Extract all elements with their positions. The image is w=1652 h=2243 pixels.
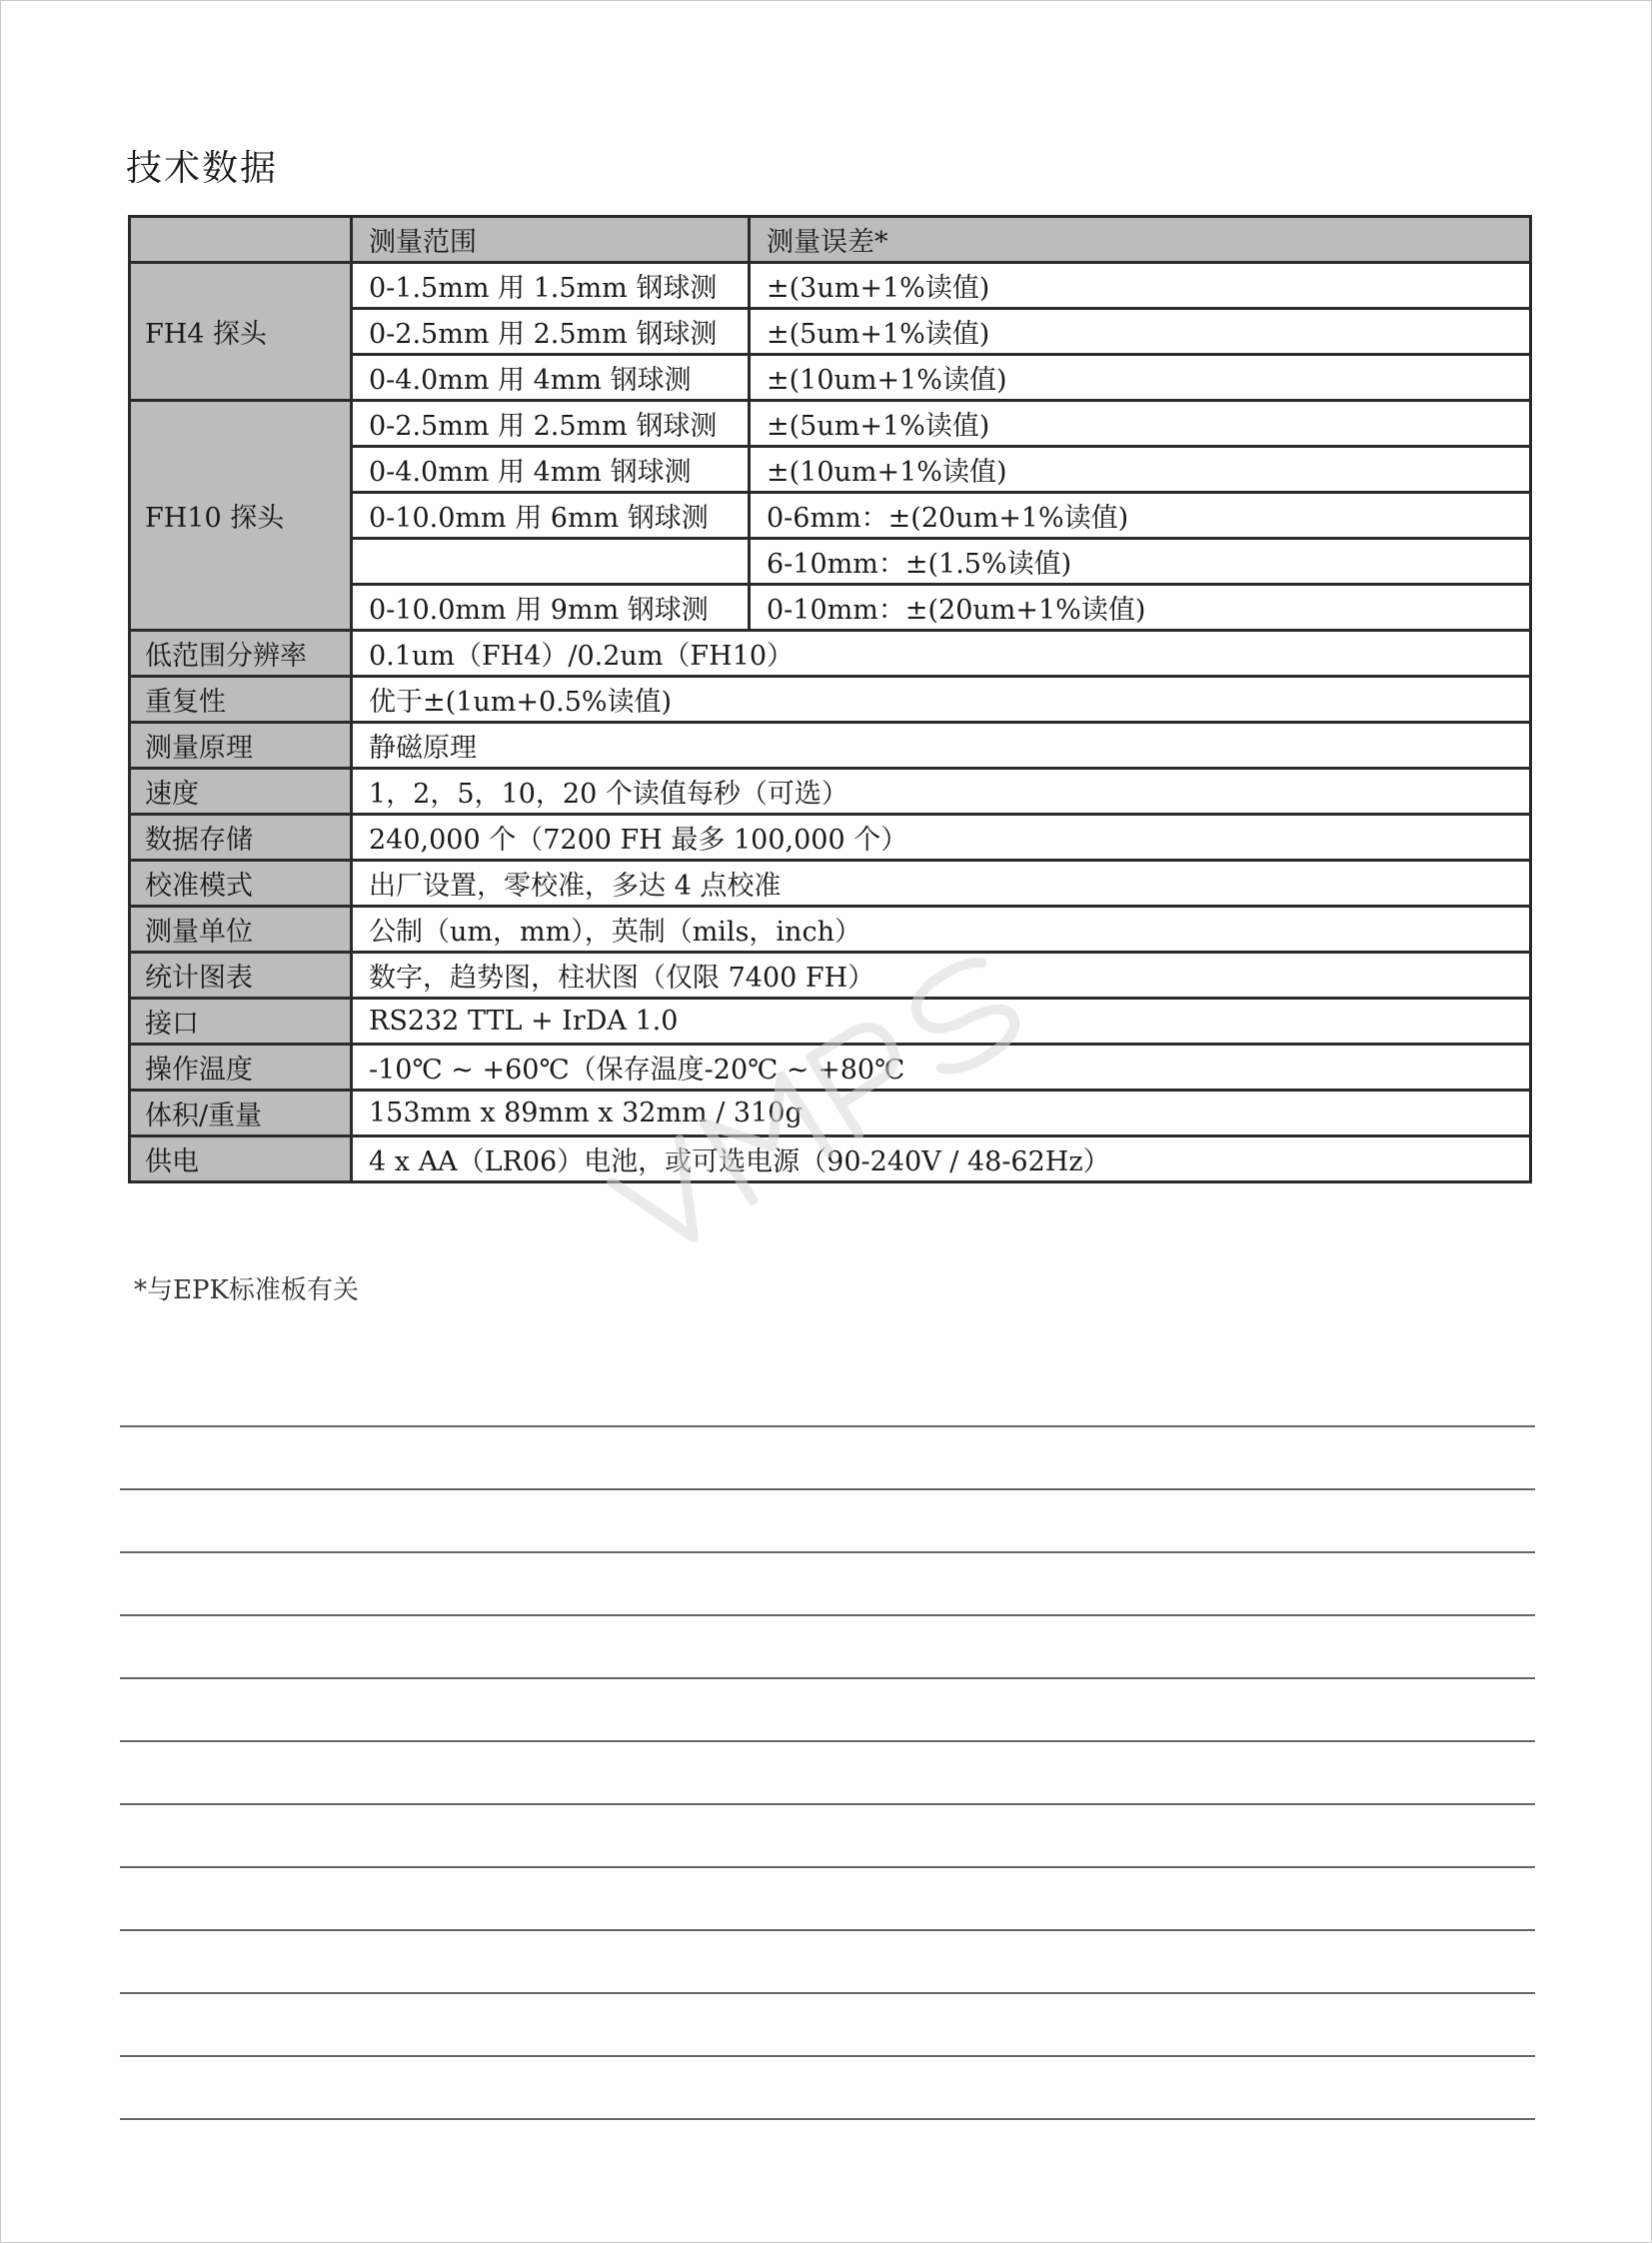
spec-label: 数据存储 (130, 815, 352, 861)
range-cell: 0-1.5mm 用 1.5mm 钢球测 (352, 263, 750, 309)
spec-row (130, 723, 1531, 769)
spec-value: 4 x AA（LR06）电池，或可选电源（90-240V / 48-62Hz） (352, 1136, 1531, 1182)
fh4-probe-label: FH4 探头 (130, 263, 352, 401)
range-cell: 0-4.0mm 用 4mm 钢球测 (352, 355, 750, 401)
page-title: 技术数据 (126, 148, 279, 189)
spec-row (130, 953, 1531, 999)
range-cell: 0-4.0mm 用 4mm 钢球测 (352, 447, 750, 493)
table-row (130, 401, 1531, 447)
note-line (120, 2055, 1535, 2057)
spec-label: 测量单位 (130, 907, 352, 953)
range-cell: 0-10.0mm 用 6mm 钢球测 (352, 493, 750, 539)
spec-label: 测量原理 (130, 723, 352, 769)
note-line (120, 1866, 1535, 1868)
note-line (120, 1740, 1535, 1742)
note-line (120, 1929, 1535, 1931)
spec-row (130, 1045, 1531, 1091)
error-cell: 0-10mm：±(20um+1%读值) (750, 585, 1531, 631)
spec-label: 操作温度 (130, 1045, 352, 1091)
note-line (120, 1992, 1535, 1994)
spec-value: -10℃ ~ +60℃（保存温度-20℃ ~ +80℃ (352, 1045, 1531, 1091)
range-cell: 0-2.5mm 用 2.5mm 钢球测 (352, 401, 750, 447)
range-cell: 0-10.0mm 用 9mm 钢球测 (352, 585, 750, 631)
note-line (120, 1803, 1535, 1805)
error-cell: ±(5um+1%读值) (750, 309, 1531, 355)
fh10-probe-label: FH10 探头 (130, 401, 352, 631)
error-cell: 6-10mm：±(1.5%读值) (750, 539, 1531, 585)
spec-value: 153mm x 89mm x 32mm / 310g (352, 1091, 1531, 1136)
error-cell: ±(3um+1%读值) (750, 263, 1531, 309)
note-line (120, 1677, 1535, 1679)
spec-value: 240,000 个（7200 FH 最多 100,000 个） (352, 815, 1531, 861)
spec-label: 低范围分辨率 (130, 631, 352, 677)
spec-label: 速度 (130, 769, 352, 815)
note-line (120, 2118, 1535, 2120)
spec-label: 接口 (130, 999, 352, 1045)
spec-value: 0.1um（FH4）/0.2um（FH10） (352, 631, 1531, 677)
header-cell-error: 测量误差* (750, 217, 1531, 263)
table-header-row (130, 217, 1531, 263)
spec-label: 供电 (130, 1136, 352, 1182)
spec-row (130, 1136, 1531, 1182)
spec-row (130, 1091, 1531, 1136)
range-cell: 0-2.5mm 用 2.5mm 钢球测 (352, 309, 750, 355)
spec-value: RS232 TTL + IrDA 1.0 (352, 999, 1531, 1045)
spec-row (130, 999, 1531, 1045)
spec-row (130, 861, 1531, 907)
spec-row (130, 815, 1531, 861)
table-row (130, 263, 1531, 309)
table-footnote: *与EPK标准板有关 (134, 1275, 359, 1305)
error-cell: ±(10um+1%读值) (750, 447, 1531, 493)
note-line (120, 1614, 1535, 1616)
spec-row (130, 769, 1531, 815)
range-cell (352, 539, 750, 585)
note-line (120, 1551, 1535, 1553)
spec-label: 校准模式 (130, 861, 352, 907)
spec-table (128, 215, 1532, 1183)
spec-value: 数字，趋势图，柱状图（仅限 7400 FH） (352, 953, 1531, 999)
spec-value: 出厂设置，零校准，多达 4 点校准 (352, 861, 1531, 907)
note-line (120, 1425, 1535, 1427)
spec-row (130, 631, 1531, 677)
spec-label: 体积/重量 (130, 1091, 352, 1136)
error-cell: ±(10um+1%读值) (750, 355, 1531, 401)
spec-label: 统计图表 (130, 953, 352, 999)
spec-row (130, 677, 1531, 723)
spec-value: 公制（um，mm），英制（mils，inch） (352, 907, 1531, 953)
note-line (120, 1488, 1535, 1490)
spec-value: 优于±(1um+0.5%读值) (352, 677, 1531, 723)
spec-value: 1，2，5，10，20 个读值每秒（可选） (352, 769, 1531, 815)
spec-label: 重复性 (130, 677, 352, 723)
header-cell-blank (130, 217, 352, 263)
spec-row (130, 907, 1531, 953)
header-cell-range: 测量范围 (352, 217, 750, 263)
error-cell: ±(5um+1%读值) (750, 401, 1531, 447)
error-cell: 0-6mm：±(20um+1%读值) (750, 493, 1531, 539)
spec-value: 静磁原理 (352, 723, 1531, 769)
